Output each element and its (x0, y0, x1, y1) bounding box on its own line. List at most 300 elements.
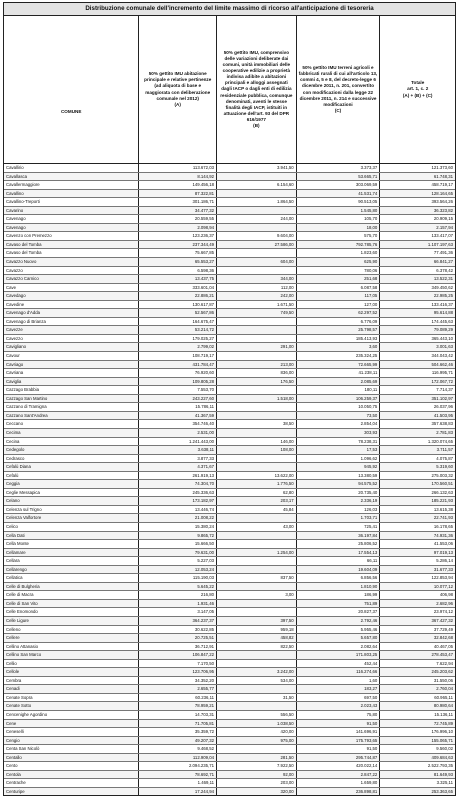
cell-col-a: 2.655,77 (139, 685, 217, 693)
cell-col-c: 19.604,09 (297, 566, 381, 574)
cell-total: 275.003,32 (431, 472, 453, 478)
cell-col-a: 20.725,51 (139, 634, 217, 642)
cell-col-a: 12.053,24 (139, 566, 217, 574)
cell-col-c: 141.696,91 (297, 728, 381, 736)
cell-col-c: 13.380,59 (297, 472, 381, 480)
table-row (4, 480, 455, 489)
cell-col-b (217, 386, 297, 394)
cell-col-a: 5.645,22 (139, 583, 217, 591)
cell-col-c: 236.898,81 (297, 788, 381, 796)
cell-col-b: 420,00 (217, 728, 297, 736)
header-col-c: 50% gettito IMU terreni agricoli e fabbricati rurali di cui all'articolo 13, commi 4, 5 e 8, del decreto-legge 6 dicembre 2011, n. 201, convertito con modificazioni dalla legge 22 dicembre 2011, n. 214 e successive modificazioni (C) (297, 16, 381, 163)
cell-col-b (217, 267, 297, 275)
cell-comune: Cellamare (4, 549, 139, 557)
table-row (4, 326, 455, 335)
cell-col-a: 78.692,71 (139, 771, 217, 779)
cell-col-b (217, 318, 297, 326)
table-row (4, 429, 455, 438)
cell-comune: Cavallino (4, 190, 139, 198)
cell-total: 26.037,96 (433, 404, 453, 410)
cell-col-b: 3,00 (217, 591, 297, 599)
cell-col-a: 2.098,94 (139, 224, 217, 232)
cell-col-a: 2.531,00 (139, 429, 217, 437)
table-row (4, 677, 455, 686)
cell-col-a: 8.144,92 (139, 173, 217, 181)
table-row (4, 720, 455, 729)
cell-col-c: 420.022,14 (297, 762, 381, 770)
cell-comune: Cefalù (4, 472, 139, 480)
cell-total: 133.416,37 (431, 301, 453, 307)
cell-total: 7.714,37 (436, 387, 453, 393)
cell-col-b: 146,00 (217, 438, 297, 446)
cell-comune: Centa San Nicolò (4, 745, 139, 753)
cell-comune: Celle di Macra (4, 591, 139, 599)
cell-total: 393.564,26 (431, 199, 453, 205)
cell-total: 61.748,31 (433, 173, 453, 179)
cell-col-c: 2.023,43 (297, 702, 381, 710)
document-table (3, 2, 456, 796)
cell-col-c: 175.793,65 (297, 737, 381, 745)
cell-col-b: 108,00 (217, 446, 297, 454)
cell-col-c: 751,89 (297, 600, 381, 608)
cell-comune: Cavenago d'Adda (4, 309, 139, 317)
table-row (4, 318, 455, 327)
cell-comune: Cazzago San Martino (4, 395, 139, 403)
table-row (4, 626, 455, 635)
table-row (4, 737, 455, 746)
cell-comune: Cavriana (4, 369, 139, 377)
cell-total: 13.615,38 (433, 506, 453, 512)
cell-total: 357.638,83 (431, 421, 453, 427)
cell-col-c: 41.531,74 (297, 190, 381, 198)
cell-comune: Cavenago (4, 215, 139, 223)
cell-col-a: 14.703,31 (139, 711, 217, 719)
cell-col-c: 17.554,13 (297, 549, 381, 557)
cell-total: 2.682,96 (436, 600, 453, 606)
cell-col-b: 62,80 (217, 489, 297, 497)
cell-col-b (217, 600, 297, 608)
cell-comune: Cavazzo Carnico (4, 275, 139, 283)
cell-total: 40.467,05 (433, 643, 453, 649)
cell-col-c: 17,53 (297, 446, 381, 454)
cell-col-c: 20.827,37 (297, 608, 381, 616)
cell-comune: Centallo (4, 754, 139, 762)
cell-col-c: 91,50 (297, 720, 381, 728)
cell-col-a: 9.865,72 (139, 532, 217, 540)
cell-col-b: 45,84 (217, 506, 297, 514)
table-row (4, 173, 455, 182)
table-row (4, 762, 455, 771)
cell-col-b: 1.671,50 (217, 301, 297, 309)
cell-comune: Cazzano di Tramigna (4, 403, 139, 411)
cell-comune: Celle Ligure (4, 617, 139, 625)
cell-col-b: 9.604,00 (217, 232, 297, 240)
cell-col-b (217, 557, 297, 565)
header-col-a: 50% gettito IMU abitazione principale e relative pertinenze (ad aliquota di base e maggiorata con deliberazione comunale nel 2012) (A) (139, 16, 217, 163)
cell-col-b: 1.864,50 (217, 198, 297, 206)
cell-total: 23.974,12 (433, 609, 453, 615)
cell-col-a: 113.672,03 (139, 164, 217, 172)
table-row (4, 463, 455, 472)
cell-comune: Celleno (4, 626, 139, 634)
cell-col-b: 112,00 (217, 284, 297, 292)
cell-comune: Cavriago (4, 361, 139, 369)
table-row (4, 258, 455, 267)
cell-total: 133.417,07 (431, 233, 453, 239)
cell-col-a: 9.468,52 (139, 745, 217, 753)
cell-col-c: 2.085,69 (297, 378, 381, 386)
cell-col-a: 15.380,24 (139, 523, 217, 531)
table-row (4, 224, 455, 233)
cell-col-c: 303,93 (297, 429, 381, 437)
cell-col-c: 105,70 (297, 215, 381, 223)
cell-comune: Cellarengo (4, 566, 139, 574)
cell-total: 122.853,94 (431, 575, 453, 581)
cell-col-c: 91,50 (297, 745, 381, 753)
cell-col-c: 1.703,71 (297, 514, 381, 522)
cell-col-a: 130.617,87 (139, 301, 217, 309)
cell-total: 2.760,04 (436, 686, 453, 692)
cell-col-c: 185.413,93 (297, 335, 381, 343)
cell-col-a: 17.244,94 (139, 788, 217, 796)
cell-col-a: 3.877,33 (139, 455, 217, 463)
table-row (4, 728, 455, 737)
cell-total: 185.221,93 (431, 498, 453, 504)
cell-comune: Centuripe (4, 788, 139, 796)
cell-col-c: 106.259,37 (297, 395, 381, 403)
cell-comune: Cavazzo Nuovo (4, 258, 139, 266)
cell-total: 3.711,57 (436, 447, 453, 453)
cell-col-b: 975,00 (217, 737, 297, 745)
cell-col-c: 2.336,19 (297, 497, 381, 505)
cell-col-a: 75.667,85 (139, 249, 217, 257)
cell-total: 60.965,11 (434, 694, 453, 700)
cell-col-b: 92,00 (217, 771, 297, 779)
cell-col-b: 43,00 (217, 523, 297, 531)
cell-col-a: 164.675,47 (139, 318, 217, 326)
table-row (4, 506, 455, 515)
cell-col-a: 2.094.235,71 (139, 762, 217, 770)
cell-col-b: 281,50 (217, 754, 297, 762)
cell-col-a: 173.182,97 (139, 497, 217, 505)
cell-col-b (217, 660, 297, 668)
table-body (3, 164, 456, 796)
cell-total: 349.450,62 (431, 284, 453, 290)
cell-comune: Cencenighe Agordino (4, 711, 139, 719)
cell-col-a: 4.371,67 (139, 463, 217, 471)
cell-col-b: 458,82 (217, 634, 297, 642)
cell-comune: Cavallermaggiore (4, 181, 139, 189)
cell-col-c: 1.096,62 (297, 455, 381, 463)
table-row (4, 164, 455, 173)
table-row (4, 540, 455, 549)
table-row (4, 702, 455, 711)
cell-comune: Cellino Attanasio (4, 643, 139, 651)
cell-col-a: 13.437,75 (139, 275, 217, 283)
cell-col-b: 320,00 (217, 788, 297, 796)
cell-col-a: 76.920,60 (139, 369, 217, 377)
cell-total: 5.319,60 (436, 464, 453, 470)
cell-col-a: 65.553,27 (139, 258, 217, 266)
table-row (4, 532, 455, 541)
cell-col-c: 2.082,64 (297, 643, 381, 651)
cell-comune: Celle Enomondo (4, 608, 139, 616)
cell-total: 66.841,27 (433, 259, 453, 265)
cell-comune: Ceneselli (4, 728, 139, 736)
cell-total: 367.427,32 (431, 617, 453, 623)
table-row (4, 557, 455, 566)
cell-comune: Cavenago di Brianza (4, 318, 139, 326)
table-row (4, 685, 455, 694)
cell-comune: Celle di Bulgheria (4, 583, 139, 591)
table-row (4, 181, 455, 190)
table-row (4, 600, 455, 609)
cell-comune: Cavarino (4, 207, 139, 215)
cell-total: 365.443,10 (431, 335, 453, 341)
cell-col-b: 291,00 (217, 343, 297, 351)
table-row (4, 446, 455, 455)
cell-total: 31.677,33 (433, 566, 453, 572)
cell-col-a: 112.909,04 (139, 754, 217, 762)
cell-col-a: 7.170,50 (139, 660, 217, 668)
cell-col-a: 216,80 (139, 591, 217, 599)
cell-col-a: 5.227,03 (139, 557, 217, 565)
cell-comune: Cellino San Marco (4, 651, 139, 659)
table-header (3, 16, 456, 164)
cell-comune: Cazzago Brabbia (4, 386, 139, 394)
table-row (4, 198, 455, 207)
table-row (4, 378, 455, 387)
cell-comune: Cavazzo (4, 267, 139, 275)
table-row (4, 472, 455, 481)
cell-comune: Cembra (4, 677, 139, 685)
cell-total: 22.985,25 (433, 293, 453, 299)
cell-col-a: 22.886,21 (139, 292, 217, 300)
cell-col-c: 62.297,52 (297, 309, 381, 317)
cell-comune: Cavaso del Tomba (4, 249, 139, 257)
table-row (4, 608, 455, 617)
cell-col-b (217, 207, 297, 215)
cell-comune: Cave (4, 284, 139, 292)
cell-total: 74.931,36 (433, 532, 453, 538)
cell-total: 458.719,17 (431, 182, 453, 188)
cell-col-c: 72.665,99 (297, 361, 381, 369)
cell-total: 13.522,31 (433, 276, 453, 282)
cell-col-a: 36.712,91 (139, 643, 217, 651)
cell-col-a: 354.746,40 (139, 420, 217, 428)
table-row (4, 369, 455, 378)
header-col-b: 50% gettito IMU, comprensivo delle variazioni deliberate dai comuni, unità immobiliari delle cooperative edilizie a proprietà indivisa adibite a abitazioni principali e alloggi assegnati dagli IACP o dagli enti di edilizia residenziale pubblica, comunque denominati, aventi le stesse finalità degli IACP, istituiti in attuazione dell'art. 93 del DPR 616/1977 (B) (217, 16, 297, 163)
cell-total: 31.550,06 (433, 677, 453, 683)
table-row (4, 489, 455, 498)
cell-comune: Cellio (4, 660, 139, 668)
cell-col-b: 822,50 (217, 643, 297, 651)
cell-comune: Cavallirio (4, 164, 139, 172)
cell-col-b (217, 463, 297, 471)
table-row (4, 412, 455, 421)
cell-total: 9.560,02 (436, 746, 453, 752)
table-row (4, 523, 455, 532)
cell-total: 80.980,64 (433, 703, 453, 709)
cell-comune: Cengio (4, 737, 139, 745)
cell-col-c: 625,90 (297, 258, 381, 266)
cell-col-b: 836,00 (217, 369, 297, 377)
table-row (4, 754, 455, 763)
cell-col-c: 75,80 (297, 711, 381, 719)
cell-col-b: 534,00 (217, 677, 297, 685)
table-row (4, 352, 455, 361)
cell-total: 41.553,06 (433, 541, 453, 547)
cell-comune: Celenza Valfortore (4, 514, 139, 522)
cell-col-b: 959,18 (217, 626, 297, 634)
cell-col-a: 34.352,20 (139, 677, 217, 685)
cell-col-a: 74.304,70 (139, 480, 217, 488)
cell-col-c: 697,50 (297, 694, 381, 702)
table-row (4, 514, 455, 523)
cell-total: 37.729,49 (433, 626, 453, 632)
table-row (4, 643, 455, 652)
table-row (4, 566, 455, 575)
cell-comune: Cavenzo con Premezzo (4, 232, 139, 240)
cell-col-a: 78.959,21 (139, 702, 217, 710)
cell-col-c: 780,06 (297, 267, 381, 275)
cell-col-c: 3.373,37 (297, 164, 381, 172)
cell-col-a: 2.799,02 (139, 343, 217, 351)
cell-col-b: 244,00 (217, 215, 297, 223)
table-row (4, 395, 455, 404)
cell-total: 81.649,93 (433, 771, 453, 777)
cell-col-a: 333.601,04 (139, 284, 217, 292)
cell-total: 79.089,29 (433, 327, 453, 333)
cell-col-b (217, 173, 297, 181)
cell-col-c: 251,68 (297, 275, 381, 283)
table-row (4, 215, 455, 224)
cell-total: 172.067,72 (431, 378, 453, 384)
header-comune: COMUNE (4, 16, 139, 163)
cell-col-b: 397,50 (217, 617, 297, 625)
cell-col-c: 1.659,80 (297, 779, 381, 787)
cell-col-a: 364.237,37 (139, 617, 217, 625)
cell-col-a: 109.805,28 (139, 378, 217, 386)
cell-col-a: 431.784,47 (139, 361, 217, 369)
cell-total: 409.684,63 (431, 754, 453, 760)
table-row (4, 574, 455, 583)
cell-total: 22.741,93 (433, 515, 453, 521)
cell-comune: Cella Monte (4, 540, 139, 548)
cell-total: 174.445,63 (431, 318, 453, 324)
cell-comune: Celenza sul Trigno (4, 506, 139, 514)
cell-total: 406,98 (439, 592, 453, 598)
table-row (4, 583, 455, 592)
cell-total: 36.323,82 (433, 207, 453, 213)
cell-col-c: 94.575,52 (297, 480, 381, 488)
cell-col-b (217, 326, 297, 334)
cell-col-c: 66,11 (297, 557, 381, 565)
cell-col-a: 60.236,11 (139, 694, 217, 702)
cell-comune: Cellatica (4, 574, 139, 582)
cell-total: 2.157,94 (436, 224, 453, 230)
cell-col-a: 79.631,00 (139, 549, 217, 557)
cell-col-b (217, 335, 297, 343)
cell-total: 10.077,12 (433, 583, 453, 589)
cell-comune: Ceglie Messapica (4, 489, 139, 497)
cell-comune: Cenate Sotto (4, 702, 139, 710)
cell-comune: Cavezze (4, 326, 139, 334)
cell-total: 6.378,42 (436, 267, 453, 273)
table-row (4, 745, 455, 754)
table-row (4, 292, 455, 301)
cell-col-a: 3.147,05 (139, 608, 217, 616)
table-row (4, 634, 455, 643)
cell-col-c: 5.955,46 (297, 626, 381, 634)
cell-total: 95.614,88 (433, 310, 453, 316)
table-row (4, 420, 455, 429)
cell-col-b (217, 651, 297, 659)
table-title: Distribuzione comunale dell'incremento del limite massimo di ricorso all'anticipazione di tesoreria (3, 2, 456, 16)
cell-col-a: 30.622,85 (139, 626, 217, 634)
cell-col-a: 149.456,18 (139, 181, 217, 189)
cell-col-a: 20.559,55 (139, 215, 217, 223)
cell-comune: Cella Dati (4, 532, 139, 540)
table-row (4, 497, 455, 506)
cell-total: 155.065,71 (431, 737, 453, 743)
cell-col-c: 117,05 (297, 292, 381, 300)
cell-col-b (217, 583, 297, 591)
cell-total: 1.320.074,65 (427, 438, 453, 444)
table-row (4, 779, 455, 788)
cell-total: 1.107.197,63 (427, 241, 453, 247)
cell-col-b: 13.622,00 (217, 472, 297, 480)
table-row (4, 711, 455, 720)
cell-total: 4.075,87 (436, 455, 453, 461)
cell-total: 16.178,65 (433, 523, 453, 529)
cell-col-c: 1,60 (297, 677, 381, 685)
table-row (4, 232, 455, 241)
cell-col-b (217, 532, 297, 540)
cell-col-c: 127,00 (297, 301, 381, 309)
cell-col-b: 7.922,50 (217, 762, 297, 770)
cell-comune: Celle di San Vito (4, 600, 139, 608)
cell-col-c: 1.810,90 (297, 583, 381, 591)
cell-col-c: 1.545,80 (297, 207, 381, 215)
cell-comune: Cenadi (4, 685, 139, 693)
cell-comune: Cavenago (4, 224, 139, 232)
table-row (4, 549, 455, 558)
cell-comune: Cavaso del Tomba (4, 241, 139, 249)
cell-col-b (217, 412, 297, 420)
cell-col-c: 180,11 (297, 386, 381, 394)
cell-col-b: 31,50 (217, 694, 297, 702)
cell-col-b: 6.154,60 (217, 181, 297, 189)
cell-col-a: 245.336,63 (139, 489, 217, 497)
cell-col-a: 53.214,72 (139, 326, 217, 334)
cell-total: 245.203,62 (431, 669, 453, 675)
cell-total: 266.132,63 (431, 489, 453, 495)
cell-total: 2.781,83 (436, 429, 453, 435)
table-row (4, 651, 455, 660)
table-row (4, 335, 455, 344)
table-row (4, 241, 455, 250)
cell-col-b (217, 455, 297, 463)
table-row (4, 361, 455, 370)
cell-comune: Cazzano Sant'Andrea (4, 412, 139, 420)
cell-col-c: 725,41 (297, 523, 381, 531)
cell-total: 3.001,63 (436, 344, 453, 350)
table-row (4, 591, 455, 600)
cell-col-a: 13.446,74 (139, 506, 217, 514)
cell-total: 344.043,42 (431, 353, 453, 359)
cell-comune: Celico (4, 523, 139, 531)
